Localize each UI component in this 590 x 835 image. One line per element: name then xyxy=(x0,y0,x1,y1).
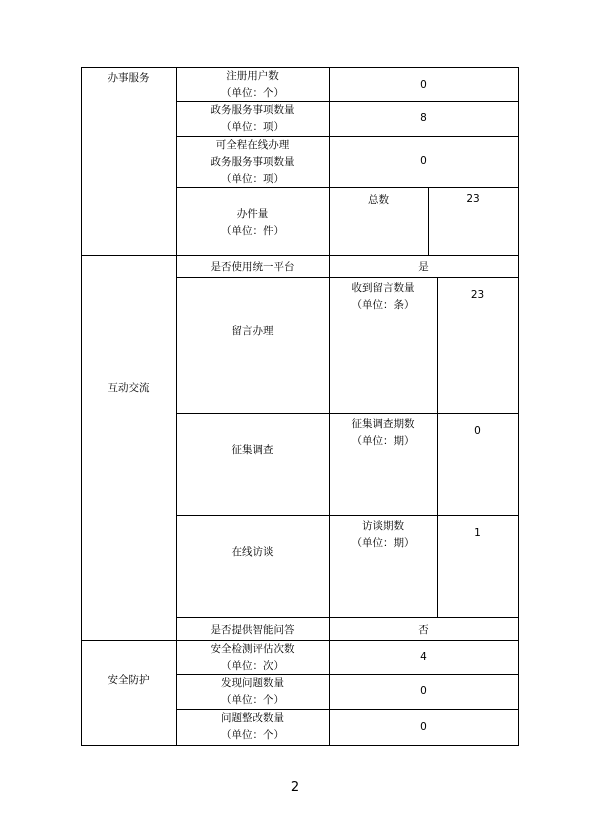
service-items-label: 政务服务事项数量 （单位：项） xyxy=(210,104,295,133)
messages-value: 23 xyxy=(470,289,485,301)
online-items-label: 可全程在线办理 政务服务事项数量 （单位：项） xyxy=(210,139,295,185)
problems-fixed-label: 问题整改数量 （单位：个） xyxy=(221,712,284,741)
registered-users-label: 注册用户数 （单位：个） xyxy=(221,70,284,99)
section-security-label: 安全防护 xyxy=(107,674,150,686)
survey-value: 0 xyxy=(474,425,481,437)
unified-platform-label: 是否使用统一平台 xyxy=(210,261,295,273)
interview-sub-label: 访谈期数 （单位：期） xyxy=(351,520,415,549)
page-number: 2 xyxy=(290,780,300,795)
handled-total-label: 总数 xyxy=(368,194,389,206)
unified-platform-value: 是 xyxy=(418,261,429,273)
section-interaction-label: 互动交流 xyxy=(107,382,150,394)
security-checks-label: 安全检测评估次数 （单位：次） xyxy=(210,643,295,672)
smart-qa-value: 否 xyxy=(418,624,429,636)
problems-found-label: 发现问题数量 （单位：个） xyxy=(221,677,284,706)
interview-label: 在线访谈 xyxy=(231,546,274,558)
handled-total-value: 23 xyxy=(466,193,480,205)
online-items-value: 0 xyxy=(420,155,427,167)
handled-label: 办件量 （单位：件） xyxy=(221,208,284,237)
messages-sub-label: 收到留言数量 （单位：条） xyxy=(351,282,415,311)
smart-qa-label: 是否提供智能问答 xyxy=(210,624,295,636)
interview-value: 1 xyxy=(474,527,481,539)
problems-fixed-value: 0 xyxy=(420,721,427,733)
security-checks-value: 4 xyxy=(420,651,427,663)
problems-found-value: 0 xyxy=(420,685,427,697)
messages-label: 留言办理 xyxy=(231,325,274,337)
service-items-value: 8 xyxy=(420,112,427,124)
survey-sub-label: 征集调查期数 （单位：期） xyxy=(351,418,415,447)
registered-users-value: 0 xyxy=(420,79,427,91)
survey-label: 征集调查 xyxy=(231,444,274,456)
section-service-label: 办事服务 xyxy=(107,72,150,84)
